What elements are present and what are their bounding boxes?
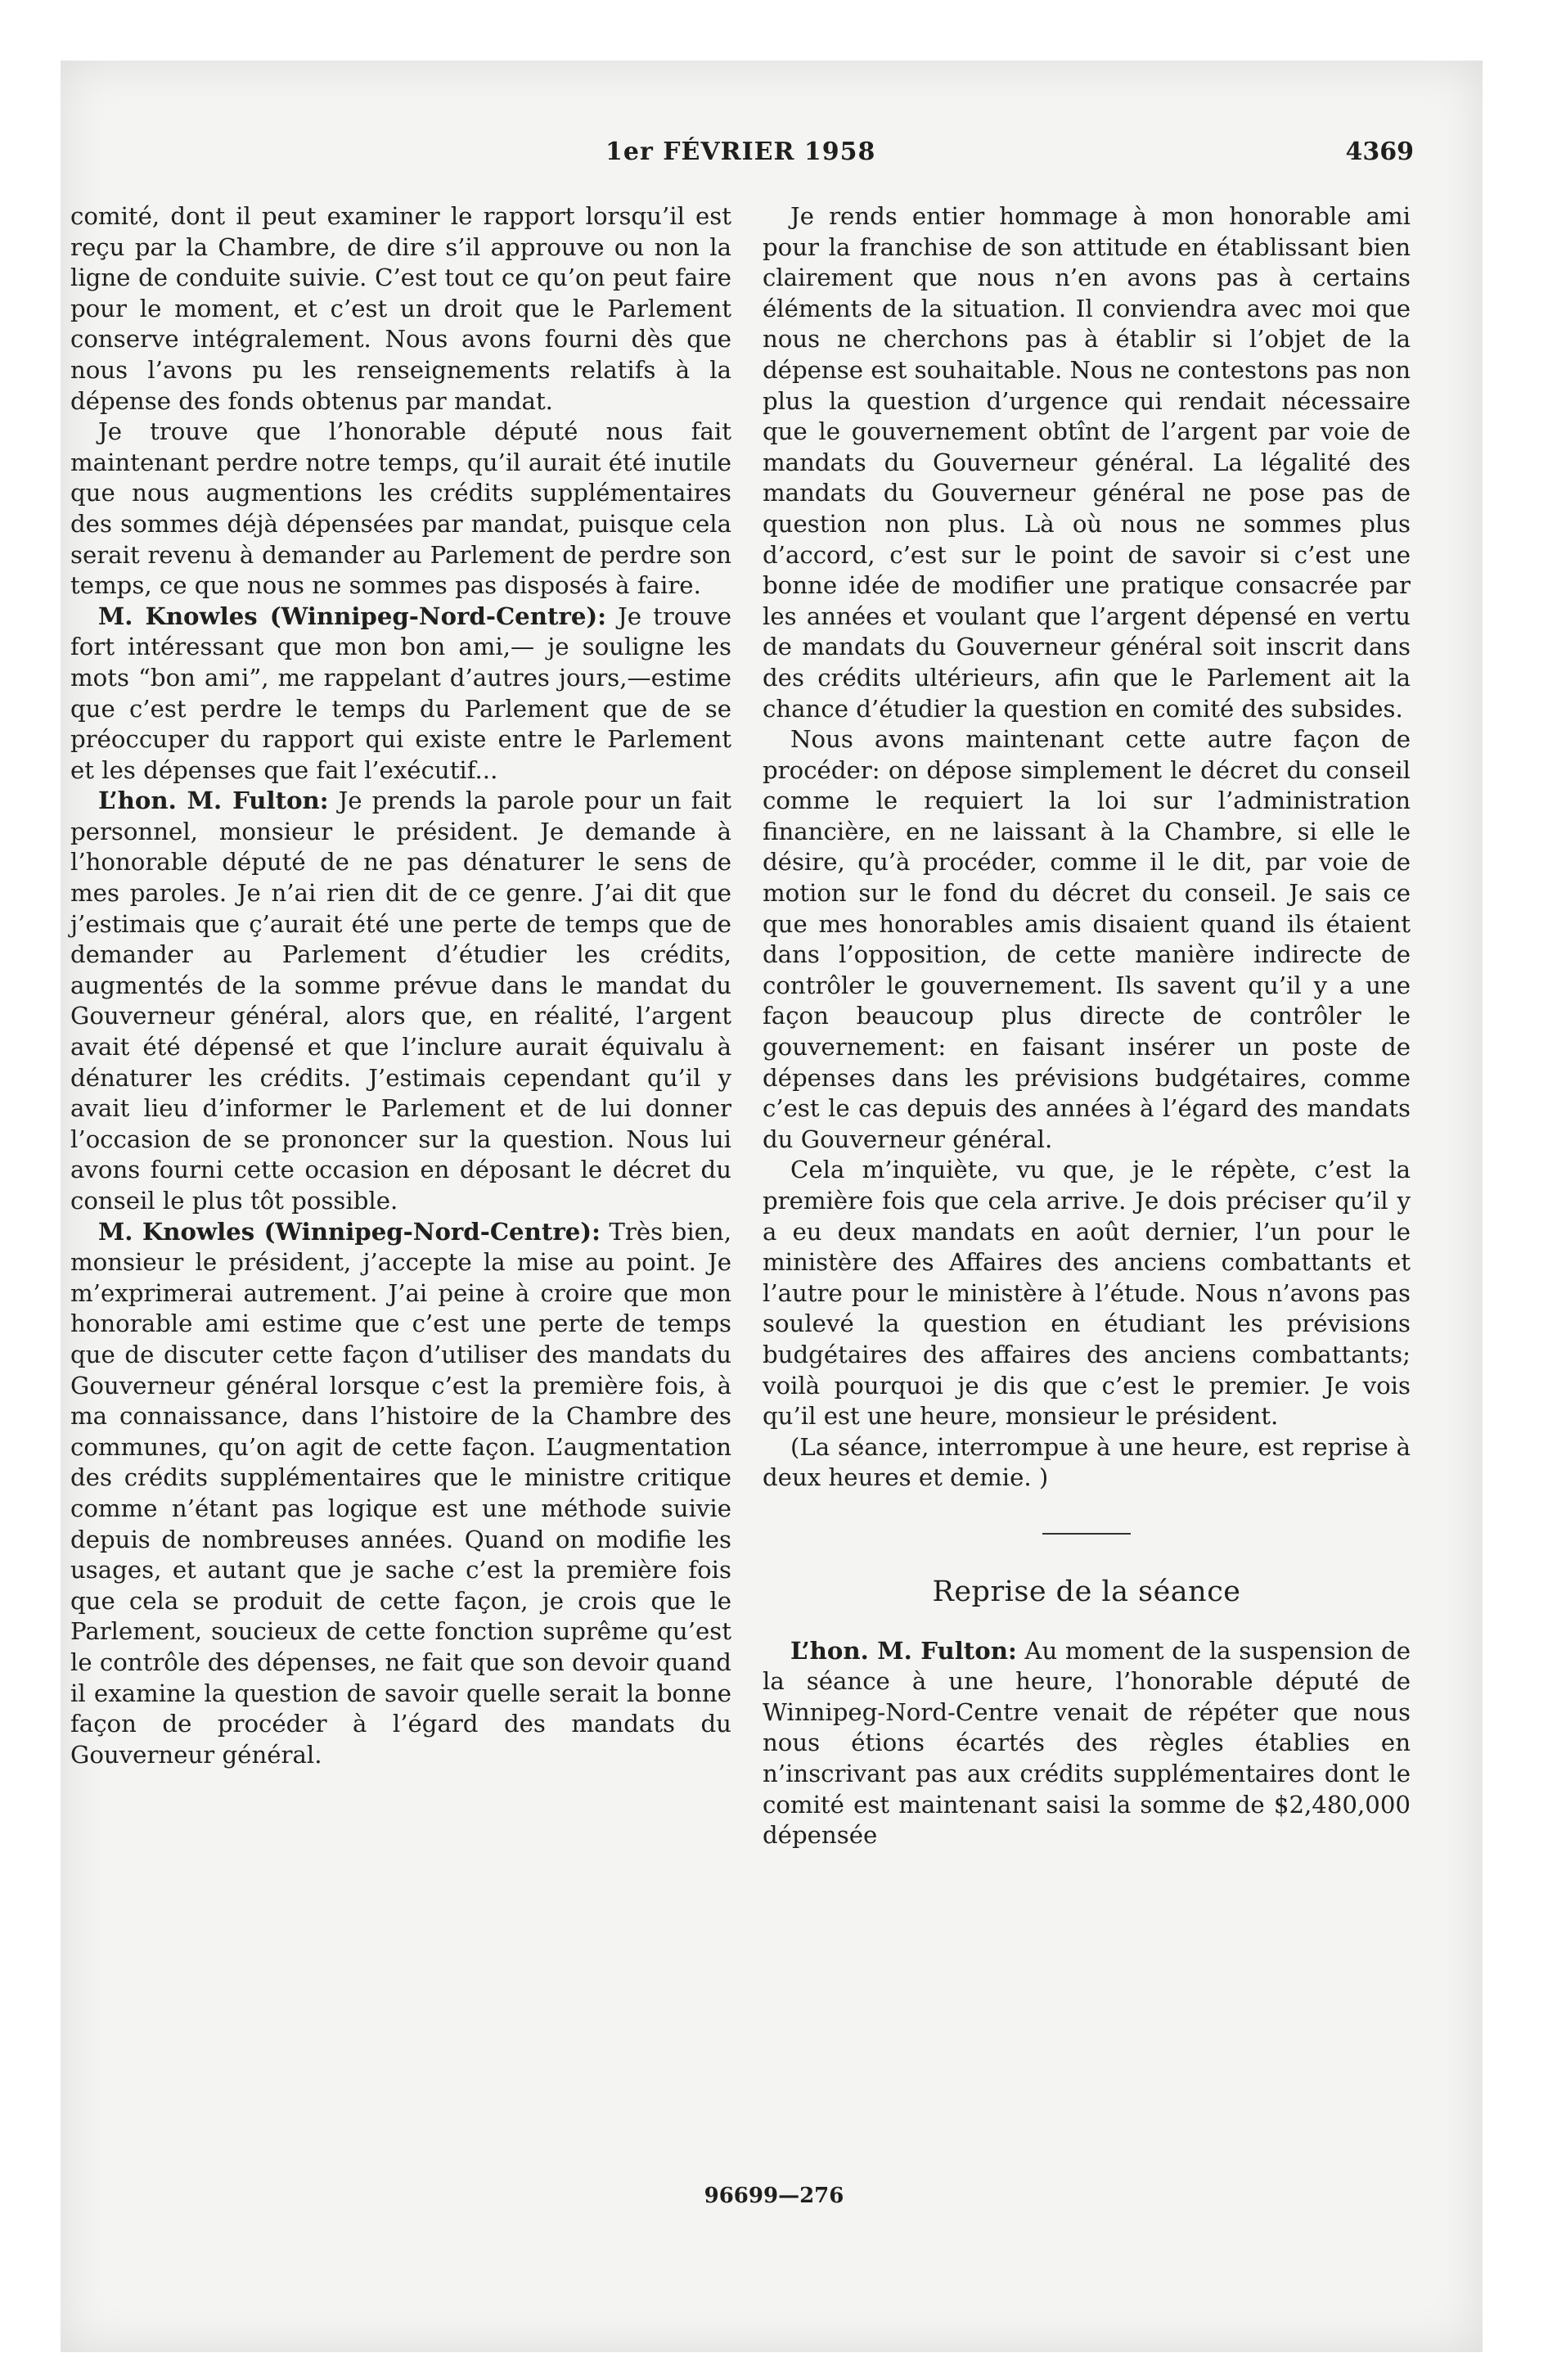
section-title: Reprise de la séance [932,1575,1241,1608]
speaker-name: M. Knowles (Winnipeg-Nord-Centre): [98,602,606,630]
paragraph: (La séance, interrompue à une heure, est reprise à deux heures et demie. ) [763,1432,1411,1492]
speaker-name: M. Knowles (Winnipeg-Nord-Centre): [98,1217,601,1246]
speech-text: Très bien, monsieur le président, j’accepte la mise au point. Je m’exprimerai autrement. J’ai peine à croire que mon honorable ami estime que c’est une perte de temps que de discuter cette façon d’utiliser des mandats du Gouverneur général lorsque c’est la première fois, à ma connaissance, dans l’histoire de la Chambre des communes, qu’on agit de cette façon. L’augmentation des crédits supplémentaires que le ministre critique comme n’étant pas logique est une méthode suivie depuis de nombreuses années. Quand on modifie les usages, et autant que je sache c’est la première fois que cela se produit de cette façon, je crois que le Parlement, soucieux de cette fonction suprême qu’est le contrôle des dépenses, ne fait que son devoir quand il examine la question de savoir quelle serait la bonne façon de procéder à l’égard des mandats du Gouverneur général. [70,1217,732,1769]
paragraph: Je trouve que l’honorable député nous fait maintenant perdre notre temps, qu’il aurait été inutile que nous augmentions les crédits supplémentaires des sommes déjà dépensées par mandat, puisque cela serait revenu à demander au Parlement de perdre son temps, ce que nous ne sommes pas disposés à faire. [70,417,731,600]
speaker-name: L’hon. M. Fulton: [98,787,329,815]
paragraph: Nous avons maintenant cette autre façon de procéder: on dépose simplement le décret du conseil comme le requiert la loi sur l’administration financière, en ne laissant à la Chambre, si elle le désire, qu’à procéder, comme il le dit, par voie de motion sur le fond du décret du conseil. Je sais ce que mes honorables amis disaient quand ils étaient dans l’opposition, de cette manière indirecte de contrôler le gouvernement. Ils savent qu’il y a une façon beaucoup plus directe de contrôler le gouvernement: en faisant insérer un poste de dépenses dans les prévisions budgétaires, comme c’est le cas depuis des années à l’égard des mandats du Gouverneur général. [763,725,1411,1153]
paragraph: Cela m’inquiète, vu que, je le répète, c’est la première fois que cela arrive. Je dois préciser qu’il y a eu deux mandats en août dernier, l’un pour le ministère des Affaires des anciens combattants et l’autre pour le ministère à l’étude. Nous n’avons pas soulevé la question en étudiant les prévisions budgétaires des affaires des anciens combattants; voilà pourquoi je dis que c’est le premier. Je vois qu’il est une heure, monsieur le président. [763,1156,1411,1431]
speaker-name: L’hon. M. Fulton: [790,1636,1017,1665]
paragraph: comité, dont il peut examiner le rapport lorsqu’il est reçu par la Chambre, de dire s’il approuve ou non la ligne de conduite suivie. C’est tout ce qu’on peut faire pour le moment, et c’est un droit que le Parlement conserve intégralement. Nous avons fourni dès que nous l’avons pu les renseignements relatifs à la dépense des fonds obtenus par mandat. [70,202,731,415]
right-column [763,201,1411,1851]
speech-text: Au moment de la suspension de la séance à une heure, l’honorable député de Winnipeg-Nord-Centre venait de répéter que nous nous étions écartés des règles établies en n’inscrivant pas aux crédits supplémentaires dont le comité est maintenant saisi la somme de $2,480,000 dépensée [763,1636,1411,1850]
speech-paragraph [70,602,731,787]
speech-paragraph [70,1217,731,1771]
left-column [70,201,731,1770]
speech-text: Je prends la parole pour un fait personnel, monsieur le président. Je demande à l’honorable député de ne pas dénaturer le sens de mes paroles. Je n’ai rien dit de ce genre. J’ai dit que j’estimais que ç’aurait été une perte de temps que de demander au Parlement d’étudier les crédits, augmentés de la somme prévue dans le mandat du Gouverneur général, alors que, en réalité, l’argent avait été dépensé et que l’inclure aurait équivalu à dénaturer les crédits. J’estimais cependant qu’il y avait lieu d’informer le Parlement et de lui donner l’occasion de se prononcer sur la question. Nous lui avons fourni cette occasion en déposant le décret du conseil le plus tôt possible. [70,787,732,1215]
footer-code: 96699—276 [704,2184,844,2208]
page-number: 4369 [1345,137,1414,166]
paragraph: Je rends entier hommage à mon honorable ami pour la franchise de son attitude en établissant bien clairement que nous n’en avons pas à certains éléments de la situation. Il conviendra avec moi que nous ne cherchons pas à établir si l’objet de la dépense est souhaitable. Nous ne contestons pas non plus la question d’urgence qui rendait nécessaire que le gouvernement obtînt de l’argent par voie de mandats du Gouverneur général. La légalité des mandats du Gouverneur général ne pose pas de question non plus. Là où nous ne sommes plus d’accord, c’est sur le point de savoir si c’est une bonne idée de modifier une pratique consacrée par les années et voulant que l’argent dépensé en vertu de mandats du Gouverneur général soit inscrit dans des crédits ultérieurs, afin que le Parlement ait la chance d’étudier la question en comité des subsides. [763,202,1411,723]
header-date: 1er FÉVRIER 1958 [605,137,876,166]
speech-paragraph [763,1636,1411,1851]
section-divider [1042,1533,1131,1535]
page-header [0,137,1548,174]
speech-text: Je trouve fort intéressant que mon bon ami,— je souligne les mots “bon ami”, me rappelant d’autres jours,—estime que c’est perdre le temps du Parlement que de se préoccuper du rapport qui existe entre le Parlement et les dépenses que fait l’exécutif... [70,602,731,784]
speech-paragraph [70,786,731,1216]
